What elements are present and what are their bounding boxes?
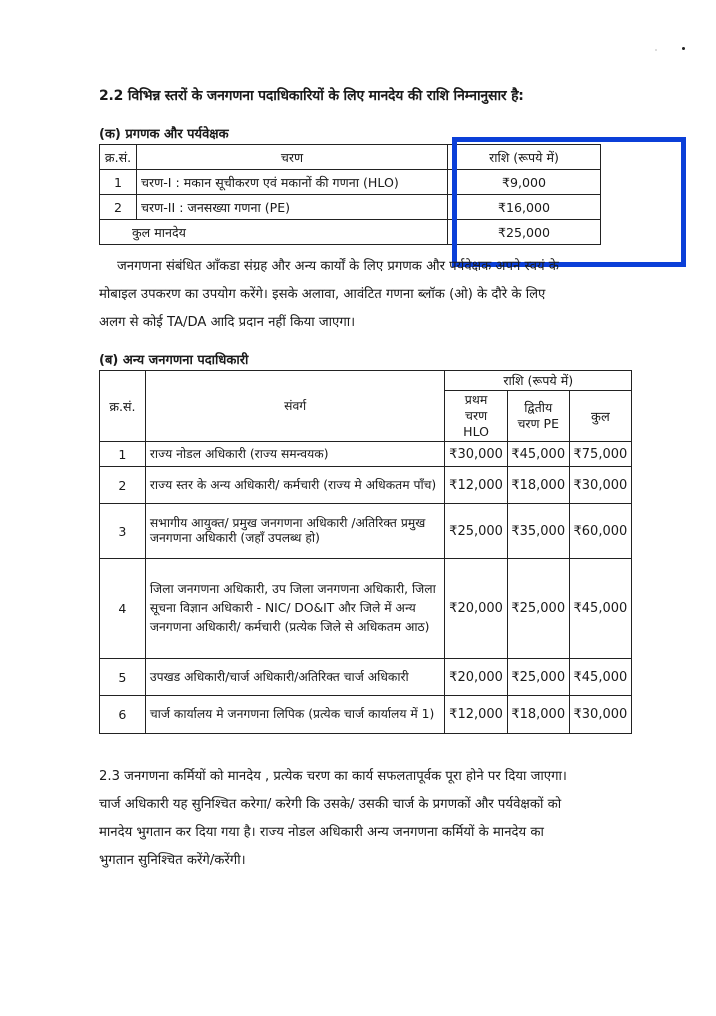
first-phase-cell: ₹12,000: [445, 467, 507, 504]
section-heading: 2.2 विभिन्न स्तरों के जनगणना पदाधिकारियों के लिए मानदेय की राशि निम्नानुसार है:: [99, 88, 524, 104]
total-cell: ₹75,000: [569, 442, 631, 467]
second-phase-cell: ₹18,000: [507, 696, 569, 734]
paragraph-line: मानदेय भुगतान कर दिया गया है। राज्य नोडल अधिकारी अन्य जनगणना कर्मियों के मानदेय का: [99, 825, 544, 840]
table-row: [100, 442, 632, 467]
header-cadre: संवर्ग: [145, 371, 445, 442]
serial-cell: 2: [100, 195, 137, 220]
second-phase-cell: ₹35,000: [507, 504, 569, 559]
total-cell: ₹30,000: [569, 696, 631, 734]
amount-cell: ₹9,000: [448, 170, 601, 195]
paragraph-payment: [99, 763, 639, 875]
serial-cell: 4: [100, 559, 146, 659]
second-phase-cell: ₹25,000: [507, 659, 569, 696]
header-stage: चरण: [137, 145, 448, 170]
serial-cell: 1: [100, 170, 137, 195]
table-header-row: [100, 371, 632, 391]
first-phase-cell: ₹20,000: [445, 559, 507, 659]
scan-speck: [682, 47, 685, 50]
scan-speck: [655, 49, 657, 51]
header-serial: क्र.सं.: [100, 371, 146, 442]
header-line: द्वितीय: [524, 400, 553, 415]
first-phase-cell: ₹12,000: [445, 696, 507, 734]
total-amount: ₹25,000: [448, 220, 601, 245]
header-amount: राशि (रूपये में): [448, 145, 601, 170]
paragraph-line: भुगतान सुनिश्चित करेंगे/करेंगी।: [99, 853, 246, 868]
highlight-annotation-box: [452, 137, 686, 267]
second-phase-cell: ₹45,000: [507, 442, 569, 467]
header-first-phase: [445, 391, 507, 442]
table-a-title: (क) प्रगणक और पर्यवेक्षक: [99, 127, 229, 142]
header-serial: क्र.सं.: [100, 145, 137, 170]
serial-cell: 1: [100, 442, 146, 467]
amount-cell: ₹16,000: [448, 195, 601, 220]
paragraph-device-usage: [99, 253, 639, 337]
cadre-cell: चार्ज कार्यालय मे जनगणना लिपिक (प्रत्येक चार्ज कार्यालय में 1): [145, 696, 445, 734]
paragraph-line: 2.3 जनगणना कर्मियों को मानदेय , प्रत्येक चरण का कार्य सफलतापूर्वक पूरा होने पर दिया जाएगा।: [99, 769, 567, 784]
cadre-cell: सभागीय आयुक्त/ प्रमुख जनगणना अधिकारी /अतिरिक्त प्रमुख जनगणना अधिकारी (जहाँ उपलब्ध हो): [145, 504, 445, 559]
header-second-phase: [507, 391, 569, 442]
paragraph-line: अलग से कोई TA/DA आदि प्रदान नहीं किया जाएगा।: [99, 315, 356, 330]
paragraph-line: मोबाइल उपकरण का उपयोग करेंगे। इसके अलावा, आवंटित गणना ब्लॉक (ओ) के दौरे के लिए: [99, 287, 546, 302]
serial-cell: 3: [100, 504, 146, 559]
cadre-cell: जिला जनगणना अधिकारी, उप जिला जनगणना अधिकारी, जिला सूचना विज्ञान अधिकारी - NIC/ DO&IT और जिले में अन्य जनगणना अधिकारी/ कर्मचारी (प्रत्येक जिले से अधिकतम आठ): [145, 559, 445, 659]
table-row: [100, 659, 632, 696]
header-amount-group: राशि (रूपये में): [445, 371, 632, 391]
stage-cell: चरण-I : मकान सूचीकरण एवं मकानों की गणना (HLO): [137, 170, 448, 195]
cadre-cell: राज्य नोडल अधिकारी (राज्य समन्वयक): [145, 442, 445, 467]
cadre-cell: उपखड अधिकारी/चार्ज अधिकारी/अतिरिक्त चार्ज अधिकारी: [145, 659, 445, 696]
cadre-cell: राज्य स्तर के अन्य अधिकारी/ कर्मचारी (राज्य मे अधिकतम पाँच): [145, 467, 445, 504]
header-line: प्रथम: [464, 392, 488, 407]
table-row: [100, 504, 632, 559]
total-cell: ₹45,000: [569, 559, 631, 659]
header-line: चरण PE: [517, 416, 559, 431]
table-row: [100, 559, 632, 659]
first-phase-cell: ₹25,000: [445, 504, 507, 559]
table-row: [100, 467, 632, 504]
first-phase-cell: ₹20,000: [445, 659, 507, 696]
serial-cell: 5: [100, 659, 146, 696]
stage-cell: चरण-II : जनसख्या गणना (PE): [137, 195, 448, 220]
second-phase-cell: ₹25,000: [507, 559, 569, 659]
serial-cell: 2: [100, 467, 146, 504]
total-cell: ₹60,000: [569, 504, 631, 559]
table-b-title: (ब) अन्य जनगणना पदाधिकारी: [99, 353, 249, 368]
table-row: [100, 696, 632, 734]
paragraph-line: चार्ज अधिकारी यह सुनिश्चित करेगा/ करेगी कि उसके/ उसकी चार्ज के प्रगणकों और पर्यवेक्षकों को: [99, 797, 562, 812]
paragraph-line: जनगणना संबंधित आँकडा संग्रह और अन्य कार्यों के लिए प्रगणक और पर्यवेक्षक अपने स्वयं के: [117, 259, 559, 274]
header-line: HLO: [463, 424, 489, 439]
total-label: कुल मानदेय: [100, 220, 448, 245]
total-cell: ₹30,000: [569, 467, 631, 504]
serial-cell: 6: [100, 696, 146, 734]
header-line: चरण: [465, 408, 488, 423]
first-phase-cell: ₹30,000: [445, 442, 507, 467]
header-total: कुल: [569, 391, 631, 442]
total-cell: ₹45,000: [569, 659, 631, 696]
second-phase-cell: ₹18,000: [507, 467, 569, 504]
other-officials-table: [99, 370, 632, 734]
